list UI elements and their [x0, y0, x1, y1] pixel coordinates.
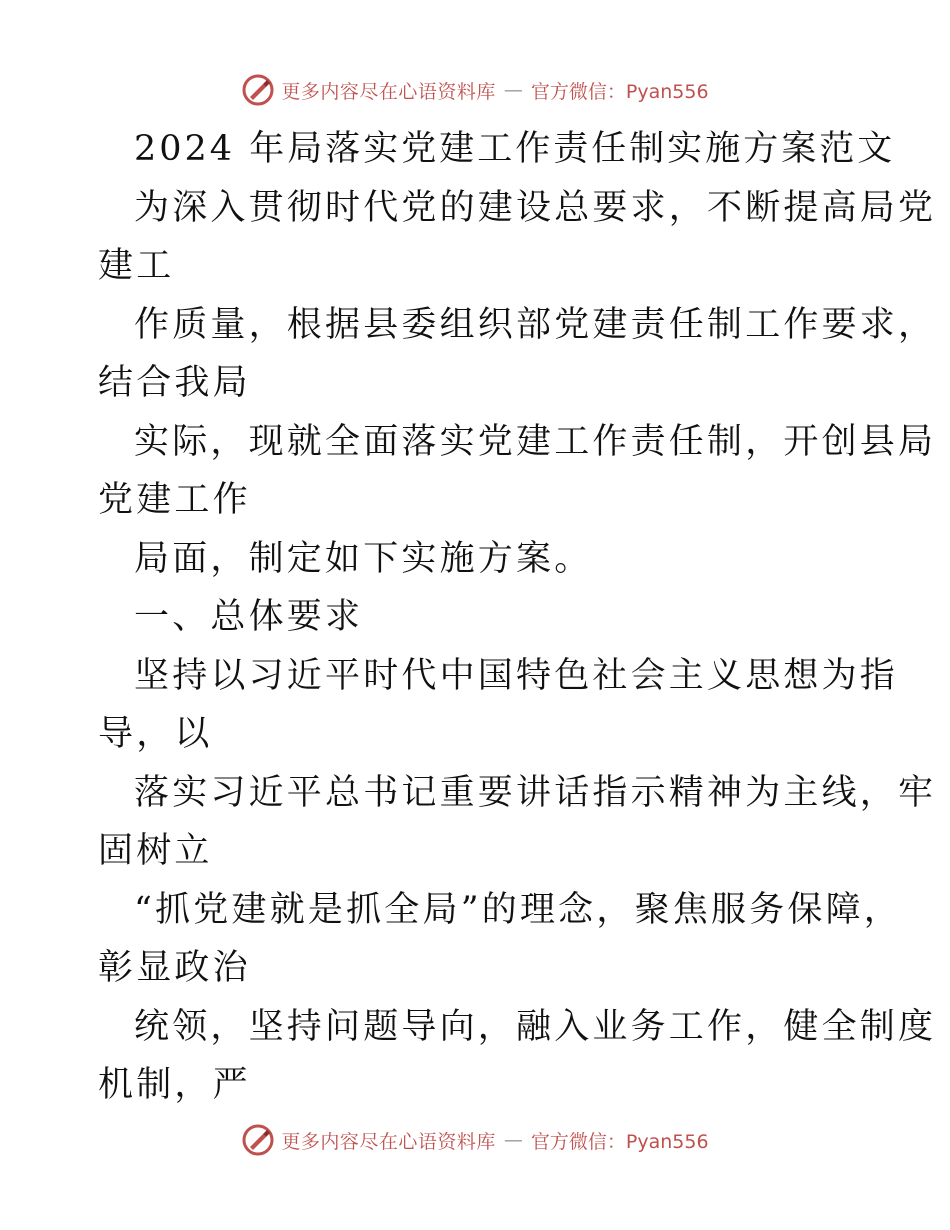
paragraph-line: 机制，严 — [98, 1065, 251, 1105]
watermark-text: 更多内容尽在心语资料库 — [281, 1130, 496, 1153]
paragraph-line: 结合我局 — [98, 363, 251, 403]
paragraph-line: 落实习近平总书记重要讲话指示精神为主线，牢 — [134, 772, 937, 813]
footer-watermark — [0, 1120, 950, 1160]
header-watermark — [0, 70, 950, 110]
watermark-separator: — — [503, 79, 523, 101]
paragraph-line: 固树立 — [98, 831, 213, 871]
watermark-separator: — — [503, 1129, 523, 1151]
paragraph-line: 实际，现就全面落实党建工作责任制，开创县局 — [134, 421, 937, 462]
paragraph-line: 建工 — [98, 246, 175, 286]
watermark-contact: 官方微信：Pyan556 — [530, 1130, 709, 1153]
paragraph-line: 导，以 — [98, 714, 213, 754]
paragraph-line: “抓党建就是抓全局”的理念，聚焦服务保障， — [134, 889, 902, 930]
paragraph-line: 彰显政治 — [98, 948, 251, 988]
paragraph-line: 作质量，根据县委组织部党建责任制工作要求， — [134, 304, 937, 345]
paragraph-line: 为深入贯彻时代党的建设总要求，不断提高局党 — [134, 187, 937, 228]
section-heading: 一、总体要求 — [134, 597, 364, 637]
document-body — [98, 120, 937, 1115]
document-title: 2024 年局落实党建工作责任制实施方案范文 — [134, 129, 896, 169]
paragraph-line: 统领，坚持问题导向，融入业务工作，健全制度 — [134, 1006, 937, 1047]
paragraph-line: 局面，制定如下实施方案。 — [134, 538, 593, 579]
pen-logo-icon — [241, 1123, 275, 1157]
paragraph-line: 党建工作 — [98, 480, 251, 520]
watermark-text: 更多内容尽在心语资料库 — [281, 80, 496, 103]
watermark-contact: 官方微信：Pyan556 — [530, 80, 709, 103]
pen-logo-icon — [241, 73, 275, 107]
paragraph-line: 坚持以习近平时代中国特色社会主义思想为指 — [134, 655, 899, 696]
